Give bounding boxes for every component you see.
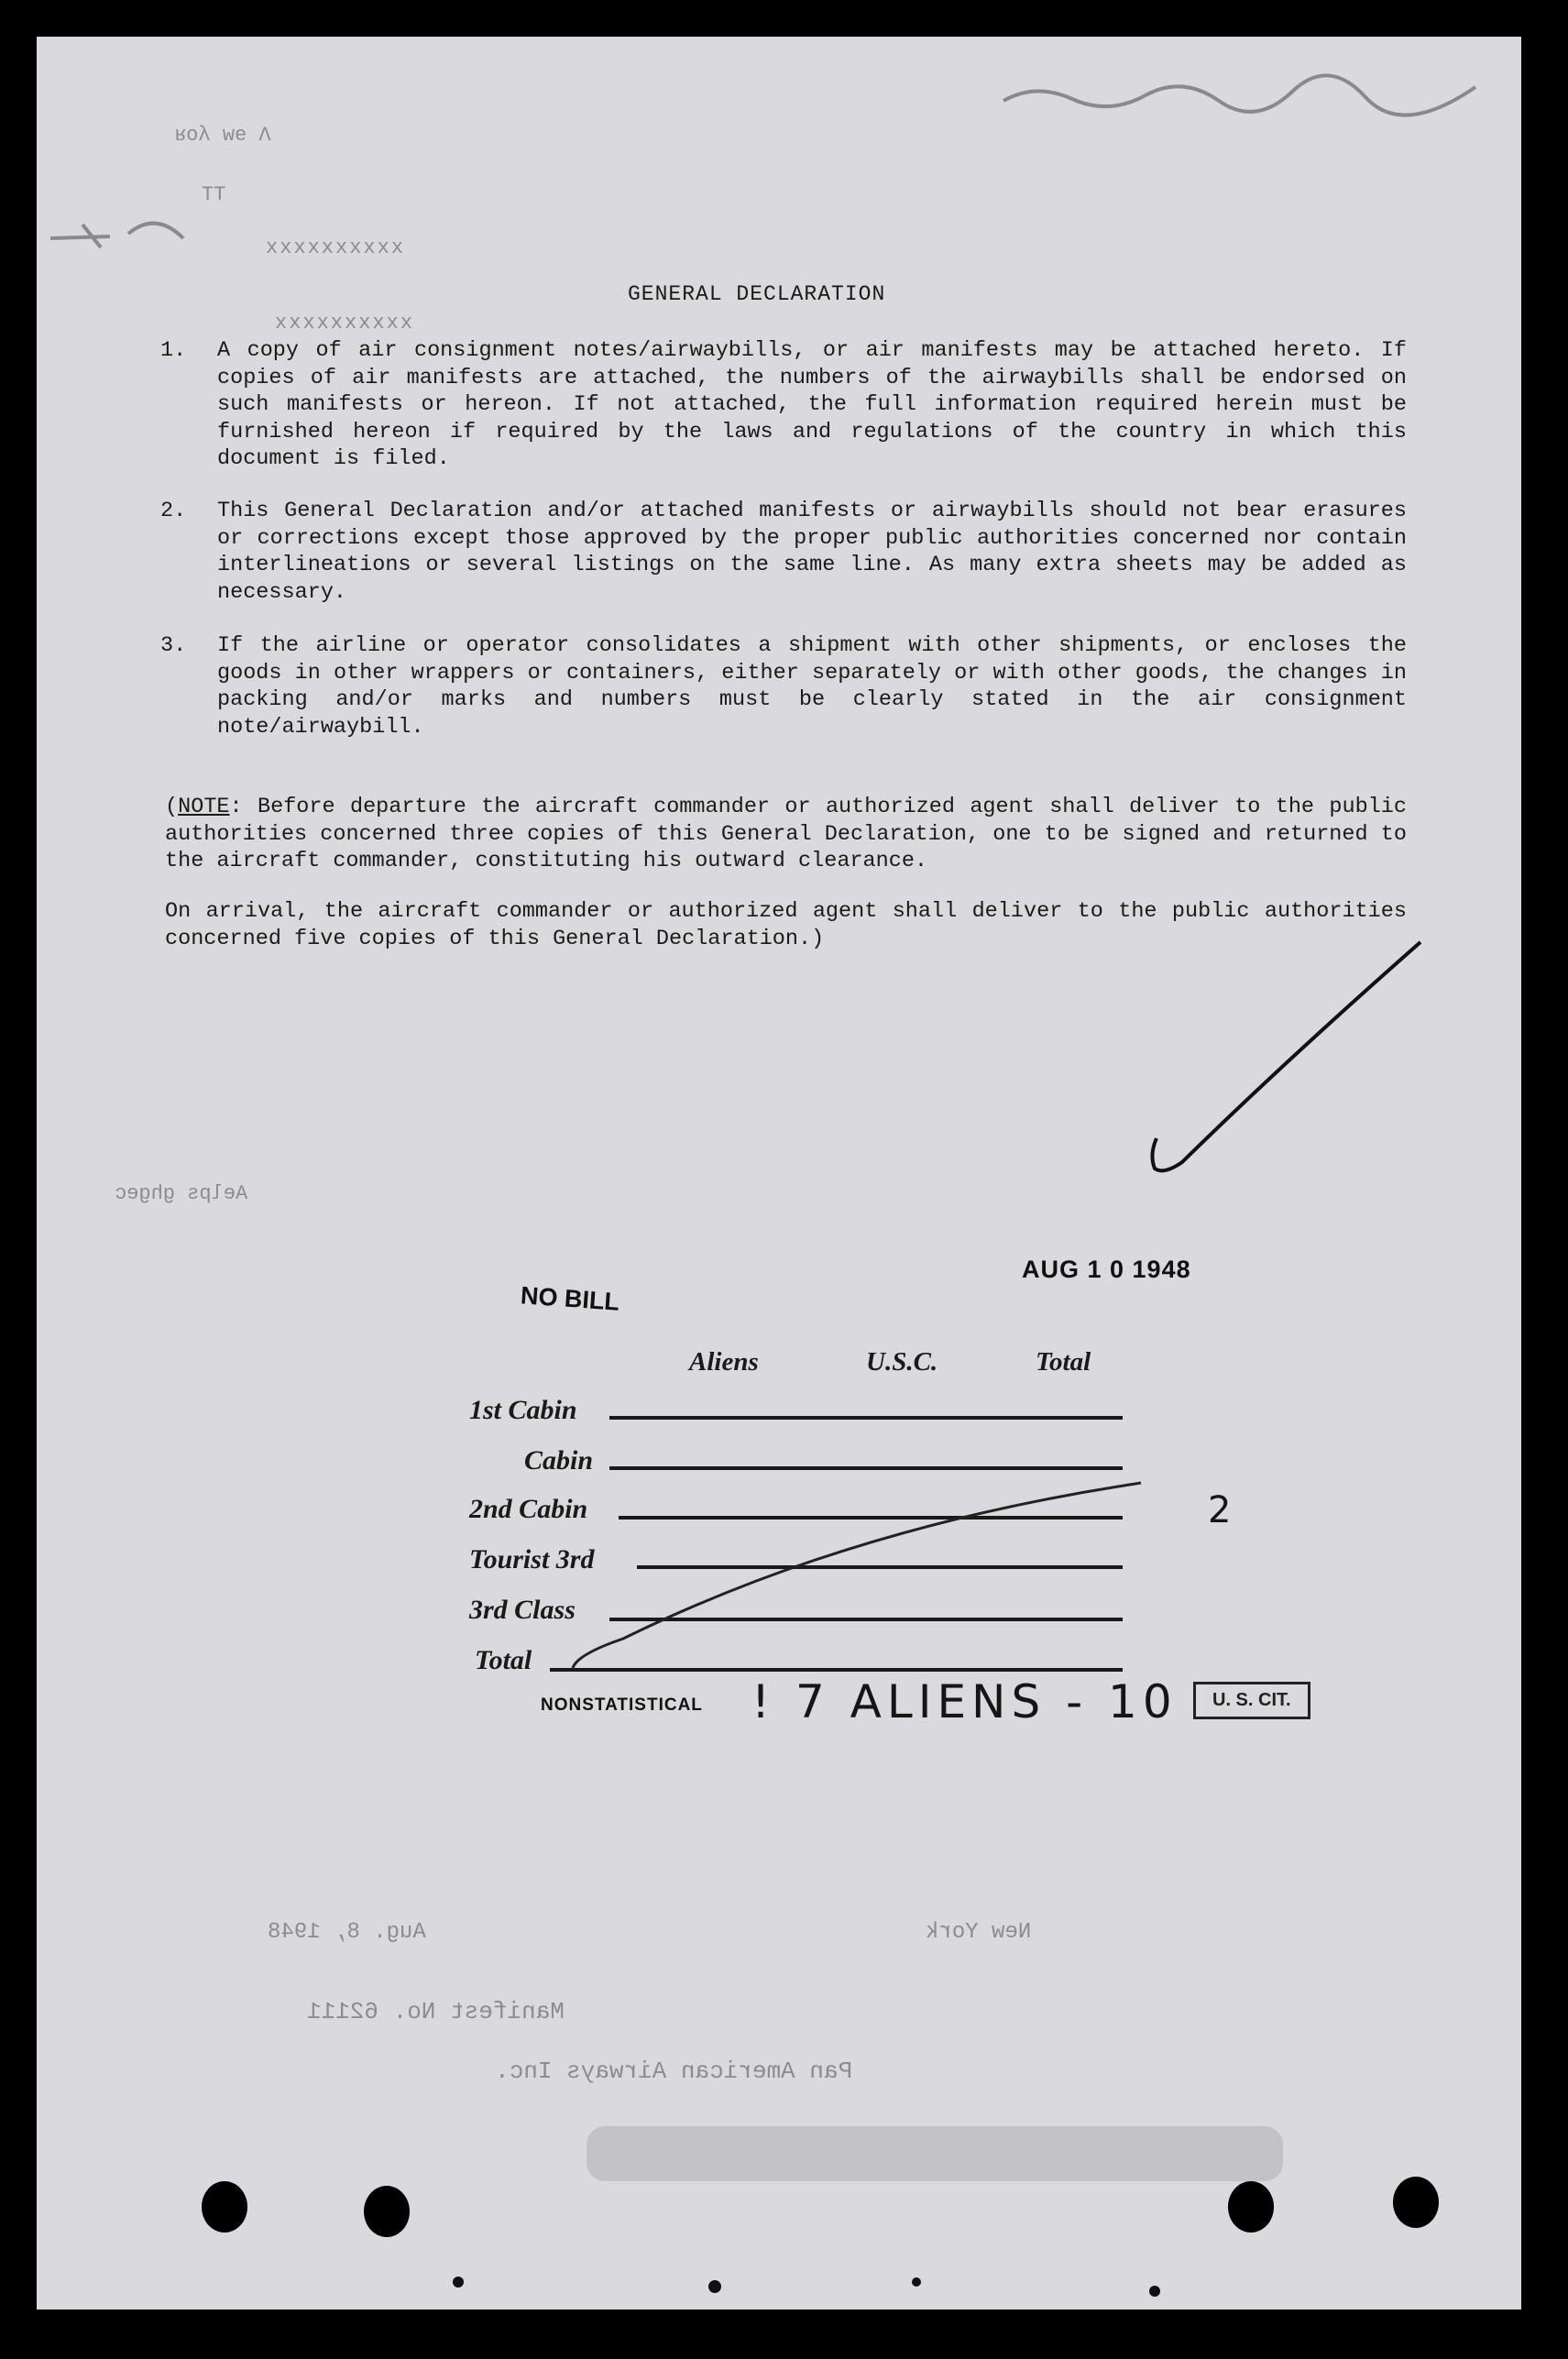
bleed-through-bottom-2: New York xyxy=(926,1920,1032,1945)
item-number: 1. xyxy=(160,338,187,363)
row-label-1st-cabin: 1st Cabin xyxy=(469,1395,577,1425)
punch-hole xyxy=(1228,2181,1274,2233)
bleed-through-left: Aelps ghgec xyxy=(115,1182,248,1205)
bleed-through-scribble xyxy=(999,64,1494,119)
date-stamp: AUG 1 0 1948 xyxy=(1022,1256,1191,1283)
column-header-usc: U.S.C. xyxy=(866,1347,938,1377)
bleed-through-bottom-4: Pan American Airways Inc. xyxy=(495,2057,853,2085)
circled-mark: 2 xyxy=(1208,1489,1237,1531)
bleed-through-top-2: TT xyxy=(202,183,226,206)
item-number: 2. xyxy=(160,499,187,523)
item-text: A copy of air consignment notes/airwaybills, or air manifests may be attached hereto. If copies of air manifests are attached, the numbers of the airwaybills shall be endorsed on such manifests or hereon. If not attached, the full information required herein must be furnished hereon if required by the laws and regulations of the country in which this document is filed. xyxy=(217,338,1407,471)
bleed-through-smudge xyxy=(587,2126,1283,2181)
row-line xyxy=(609,1466,1123,1470)
nonstatistical-stamp: NONSTATISTICAL xyxy=(541,1695,703,1715)
row-label-tourist-3rd: Tourist 3rd xyxy=(469,1544,595,1574)
item-text: If the airline or operator consolidates a shipment with other shipments, or encloses the goods in other wrappers or containers, either separately or with other goods, the changes in packing and/or marks and numbers must be clearly stated in the air consignment note/airwaybill. xyxy=(217,633,1407,740)
note-paragraph xyxy=(165,794,1407,875)
bleed-through-bottom-1: Aug. 8, 1948 xyxy=(268,1920,426,1945)
bleed-through-margin-mark xyxy=(46,202,202,257)
item-number: 3. xyxy=(160,633,187,658)
document-title: GENERAL DECLARATION xyxy=(628,282,886,306)
bleed-through-bottom-3: Manifest No. 62111 xyxy=(307,1998,565,2025)
cross-out-line xyxy=(568,1476,1155,1677)
us-citizen-stamp: U. S. CIT. xyxy=(1193,1682,1310,1719)
bleed-through-top: Ʌ ɘw ʎoᴚ xyxy=(174,124,271,147)
row-label-total: Total xyxy=(475,1645,532,1675)
no-bill-stamp: NO BILL xyxy=(520,1281,620,1316)
faint-header-2: xxxxxxxxxx xyxy=(275,312,415,335)
column-header-total: Total xyxy=(1036,1347,1091,1377)
item-text: This General Declaration and/or attached manifests or airwaybills should not bear erasures or corrections except those approved by the proper public authorities concerned nor contain interlineations or several listings on the same line. As many extra sheets may be added as necessary. xyxy=(217,499,1407,605)
bottom-edge-marks xyxy=(403,2255,1228,2310)
punch-hole xyxy=(364,2186,410,2237)
row-line xyxy=(609,1416,1123,1420)
punch-hole xyxy=(1393,2177,1439,2228)
note-text: : Before departure the aircraft commander or authorized agent shall deliver to the public authorities concerned three copies of this General Declaration, one to be signed and returned to the aircraft commander, constituting his outward clearance. xyxy=(165,795,1407,873)
arrival-paragraph: On arrival, the aircraft commander or authorized agent shall deliver to the public authorities concerned five copies of this General Declaration.) xyxy=(165,899,1407,951)
document-page xyxy=(37,37,1521,2310)
row-label-3rd-class: 3rd Class xyxy=(469,1595,576,1625)
faint-header-1: xxxxxxxxxx xyxy=(266,236,406,259)
note-open-paren: ( xyxy=(165,795,179,819)
aliens-handwritten-note: ! 7 ALIENS - 10 xyxy=(751,1675,1178,1728)
check-mark-icon xyxy=(1146,935,1439,1210)
column-header-aliens: Aliens xyxy=(689,1347,759,1377)
row-label-cabin: Cabin xyxy=(524,1445,594,1476)
punch-hole xyxy=(202,2181,247,2233)
row-label-2nd-cabin: 2nd Cabin xyxy=(469,1494,588,1524)
note-label: NOTE xyxy=(178,795,230,819)
